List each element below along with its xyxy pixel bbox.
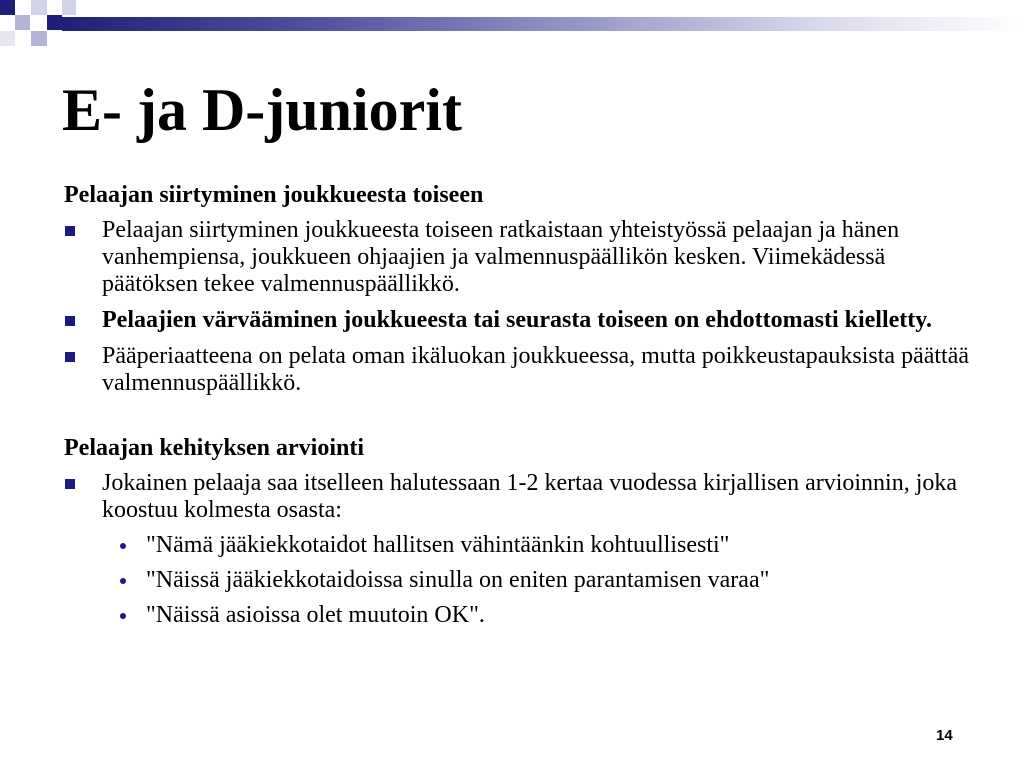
slide-body: [64, 182, 984, 629]
square-bullet-icon: [65, 479, 75, 489]
decorative-square: [47, 15, 62, 30]
bullet-text: Pääperiaatteena on pelata oman ikäluokan joukkueessa, mutta poikkeustapauksista päättää valmennuspäällikkö.: [102, 343, 970, 396]
square-bullet-icon: [65, 316, 75, 326]
list-item: [64, 307, 984, 334]
header-gradient-bar: [62, 17, 1024, 31]
round-bullet-icon: [120, 578, 126, 584]
decorative-square: [31, 0, 47, 15]
list-item: [64, 470, 984, 524]
page-number: 14: [936, 727, 953, 744]
decorative-square: [31, 31, 47, 46]
sub-list-item: [64, 602, 984, 629]
square-bullet-icon: [65, 226, 75, 236]
decorative-square: [0, 0, 15, 15]
square-bullet-icon: [65, 352, 75, 362]
list-item: [64, 343, 984, 397]
decorative-square: [62, 0, 76, 15]
section-heading-evaluation: Pelaajan kehityksen arviointi: [64, 435, 365, 461]
decorative-square: [15, 15, 30, 30]
sub-list-item: [64, 532, 984, 559]
sub-bullet-text: "Näissä jääkiekkotaidoissa sinulla on eniten parantamisen varaa": [146, 567, 770, 593]
sub-bullet-text: "Nämä jääkiekkotaidot hallitsen vähintäänkin kohtuullisesti": [146, 532, 730, 558]
round-bullet-icon: [120, 543, 126, 549]
list-item: [64, 217, 984, 298]
bullet-text: Jokainen pelaaja saa itselleen halutessaan 1-2 kertaa vuodessa kirjallisen arvioinnin, joka koostuu kolmesta osasta:: [102, 470, 958, 523]
round-bullet-icon: [120, 613, 126, 619]
section-heading-transfer: Pelaajan siirtyminen joukkueesta toiseen: [64, 182, 484, 208]
decorative-square: [0, 31, 15, 46]
bullet-text: Pelaajan siirtyminen joukkueesta toiseen ratkaistaan yhteistyössä pelaajan ja hänen vanhempiensa, joukkueen ohjaajien ja valmennuspäällikön kesken. Viimekädessä päätöksen tekee valmennuspäällikkö.: [102, 217, 900, 297]
sub-list-item: [64, 567, 984, 594]
sub-bullet-text: "Näissä asioissa olet muutoin OK".: [146, 602, 485, 628]
slide-title: E- ja D-juniorit: [62, 77, 462, 143]
bullet-text: Pelaajien värvääminen joukkueesta tai seurasta toiseen on ehdottomasti kielletty.: [102, 307, 932, 333]
